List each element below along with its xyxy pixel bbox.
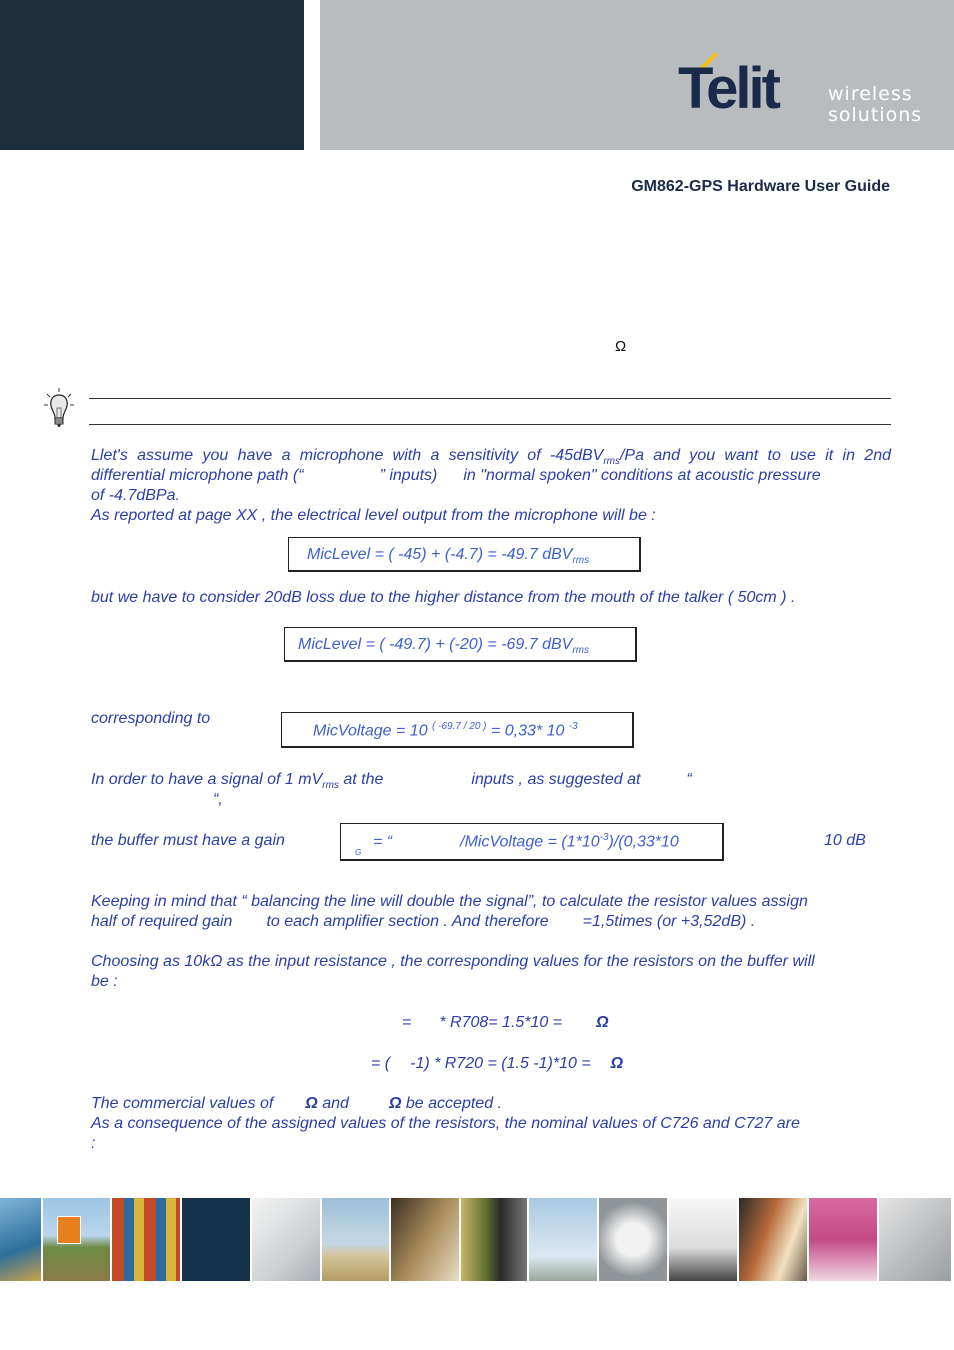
eq2-text-a: = ( (371, 1055, 391, 1072)
p1-text: Llet's assume you have a microphone with a sensitivity of -45dBV (91, 447, 604, 464)
paragraph-colon: : (91, 1135, 96, 1152)
p5-text-c: inputs , as suggested at (471, 771, 641, 788)
p9-text-a: The commercial values of (91, 1095, 274, 1112)
paragraph-buffer-gain: the buffer must have a gain (91, 832, 285, 849)
paragraph-signal-1mv (91, 770, 891, 796)
footer-image (739, 1198, 807, 1281)
p1-subscript: rms (603, 456, 620, 468)
p7-text-c: =1,5times (or +3,52dB) . (582, 913, 756, 930)
footer-image (879, 1198, 951, 1281)
gain-box (340, 823, 724, 861)
miclevel-box-1 (288, 537, 641, 572)
eq2-omega: Ω (610, 1055, 624, 1072)
box1-text: MicLevel = ( -45) + (-4.7) = -49.7 dBV (307, 546, 573, 563)
footer-image (599, 1198, 667, 1281)
box3-text-b: = 0,33* 10 (490, 722, 565, 740)
footer-image (809, 1198, 877, 1281)
p5-text-d: “ (686, 771, 692, 788)
p9-omega-1: Ω (305, 1095, 318, 1112)
p5-text-a: In order to have a signal of 1 mV (91, 771, 323, 788)
box3-text-a: MicVoltage = 10 (313, 722, 428, 740)
footer-image (529, 1198, 597, 1281)
equation-2 (371, 1054, 623, 1074)
paragraph-acoustic: of -4.7dBPa. (91, 487, 180, 504)
note-rule-top (89, 398, 891, 399)
p5-line2: “, (213, 791, 223, 808)
p1-line2-c: in "normal spoken" conditions at acoustic pressure (463, 467, 821, 484)
paragraph-input-resistance: Choosing as 10kΩ as the input resistance , the corresponding values for the resistors on the buffer will (91, 953, 815, 970)
lightbulb-icon (42, 386, 76, 430)
document-title: GM862-GPS Hardware User Guide (631, 178, 890, 195)
note-rule-bottom (89, 424, 891, 425)
p1-text-b: /Pa and you want to use it in 2nd (619, 447, 892, 464)
p1-line2-a: differential microphone path (“ (91, 467, 304, 484)
box1-subscript: rms (572, 555, 590, 567)
p9-text-b: and (322, 1095, 349, 1112)
logo-tagline (828, 84, 922, 126)
paragraph-commercial-values (91, 1094, 891, 1114)
gain-value: 10 dB (824, 832, 866, 849)
box2-text: MicLevel = ( -49.7) + (-20) = -69.7 dBV (298, 636, 573, 653)
paragraph-capacitor-values: As a consequence of the assigned values of the resistors, the nominal values of C726 and C727 are (91, 1115, 800, 1132)
paragraph-corresponding: corresponding to (91, 710, 211, 727)
box4-text-b: /MicVoltage = (1*10 (460, 833, 600, 851)
footer-image (391, 1198, 459, 1281)
footer-image (322, 1198, 389, 1281)
box4-gain-symbol: G (355, 848, 362, 857)
footer-image (43, 1198, 110, 1281)
telit-logo (678, 48, 928, 130)
box4-text-c: )/(0,33*10 (608, 833, 679, 851)
p9-text-c: be accepted . (405, 1095, 502, 1112)
miclevel-box-2 (284, 627, 637, 662)
p5-subscript: rms (322, 780, 339, 792)
micvoltage-box (281, 712, 634, 748)
paragraph-balancing: Keeping in mind that “ balancing the line will double the signal”, to calculate the resistor values assign (91, 893, 808, 910)
box4-superscript: -3 (599, 832, 609, 843)
equation-1 (402, 1013, 609, 1033)
p7-text-a: half of required gain (91, 913, 233, 930)
footer-image (461, 1198, 527, 1281)
p9-omega-2: Ω (388, 1095, 402, 1112)
footer-image (182, 1198, 250, 1281)
box2-subscript: rms (572, 645, 590, 657)
box3-superscript-2: -3 (568, 721, 578, 732)
eq1-omega: Ω (596, 1014, 609, 1031)
footer-image-strip (0, 1198, 954, 1281)
paragraph-half-gain (91, 912, 891, 932)
eq2-text-b: -1) * R720 = (1.5 -1)*10 = (410, 1055, 591, 1072)
paragraph-electrical-level: As reported at page XX , the electrical level output from the microphone will be : (91, 507, 656, 524)
logo-tagline-line1: wireless (828, 83, 913, 105)
footer-image (252, 1198, 320, 1281)
p1-line2-b: ” inputs) (379, 467, 438, 484)
omega-symbol: Ω (615, 338, 627, 355)
header-dark-panel (0, 0, 304, 150)
logo-tagline-line2: solutions (828, 104, 923, 126)
footer-image (0, 1198, 41, 1281)
eq1-equals: = (402, 1014, 412, 1031)
paragraph-mic-path (91, 466, 891, 486)
box3-superscript: ( -69.7 / 20 ) (432, 721, 487, 732)
paragraph-distance-loss: but we have to consider 20dB loss due to the higher distance from the mouth of the talker ( 50cm ) . (91, 589, 796, 606)
footer-image (669, 1198, 737, 1281)
eq1-text: * R708= 1.5*10 = (439, 1014, 563, 1031)
p5-text-b: at the (343, 771, 384, 788)
paragraph-be: be : (91, 973, 118, 990)
p7-text-b: to each amplifier section . And therefore (266, 913, 549, 930)
box4-text-a: = “ (373, 833, 393, 851)
logo-brand-text: Telit (678, 56, 778, 121)
footer-image (112, 1198, 180, 1281)
